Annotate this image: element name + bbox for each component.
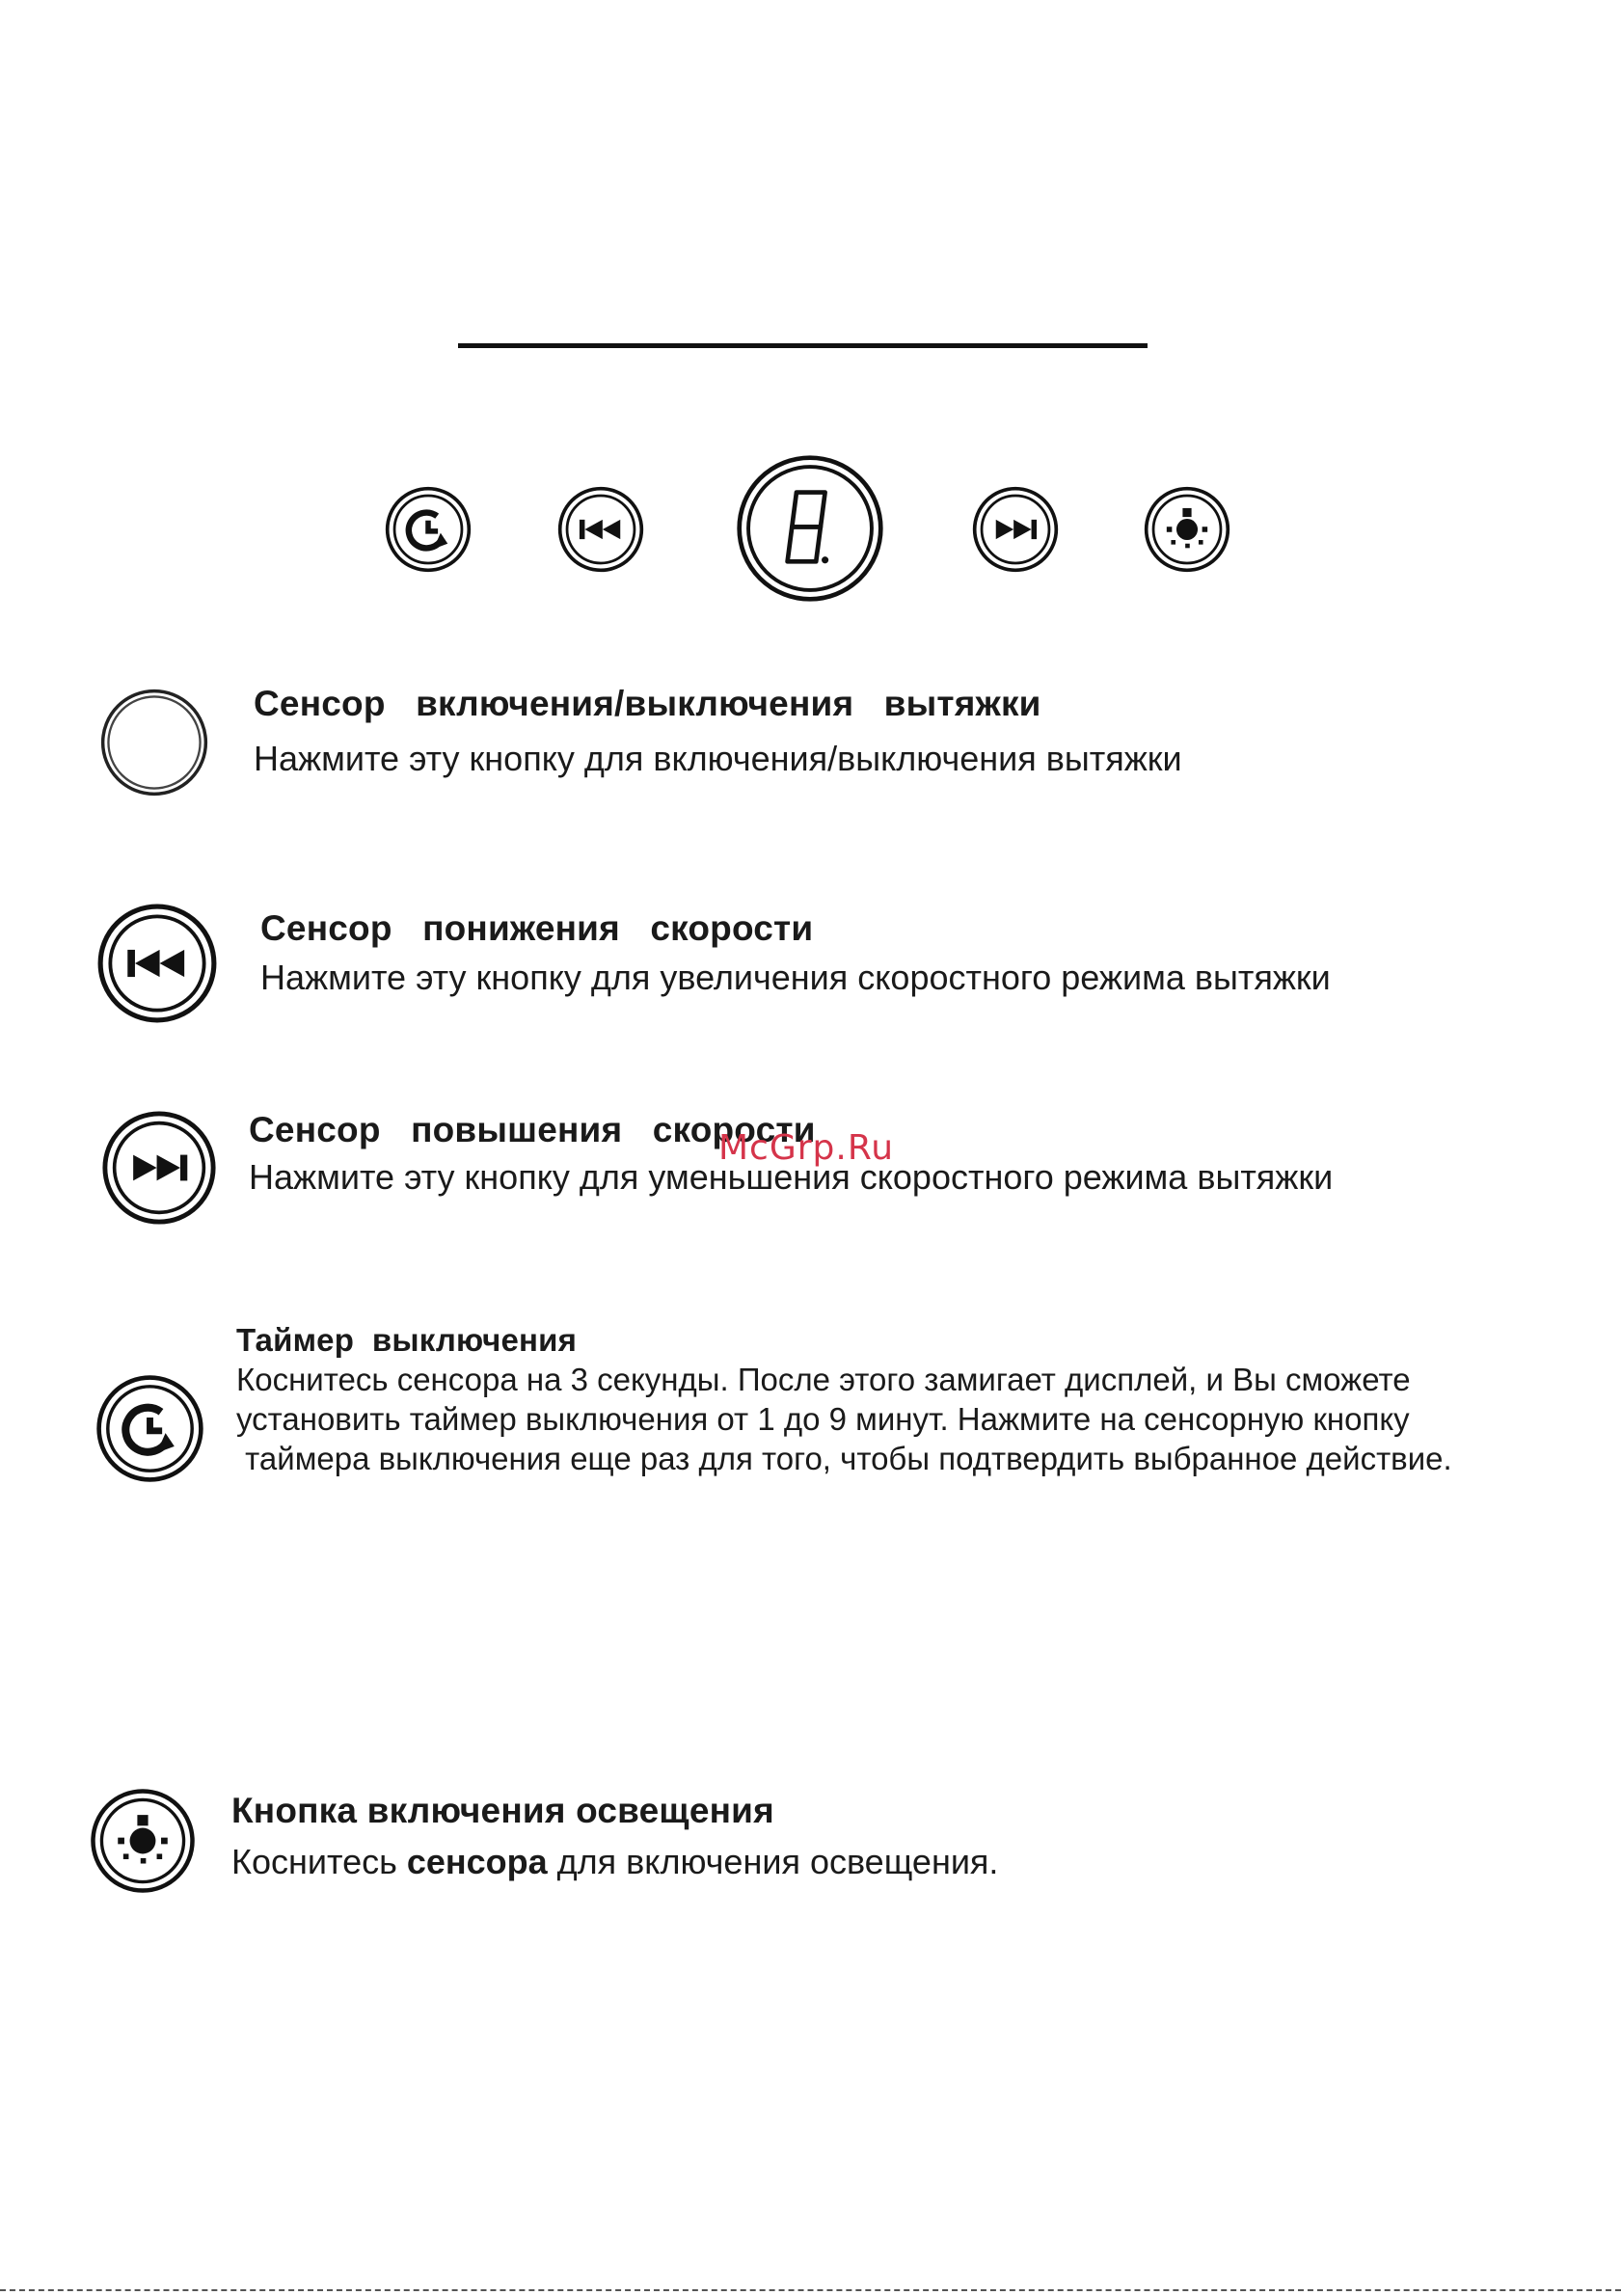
fast-forward-icon [971,485,1060,574]
section-title: Кнопка включения освещения [231,1791,774,1830]
timer-clock-icon[interactable] [95,1373,205,1484]
section-description: Нажмите эту кнопку для включения/выключения вытяжки [254,739,1182,778]
rewind-icon [556,485,645,574]
lamp-icon [1143,485,1231,574]
watermark: McGrp.Ru [718,1128,895,1168]
section-title: Сенсор понижения скорости [260,908,814,948]
panel-light-button[interactable] [1143,485,1231,574]
timer-clock-icon [384,485,473,574]
title-rule [458,343,1148,348]
panel-speed-up-button[interactable] [971,485,1060,574]
seven-segment-display-icon [735,453,885,604]
description-text: Коснитесь [231,1842,407,1881]
panel-speed-down-button[interactable] [556,485,645,574]
description-bold-text: сенсора [406,1842,548,1881]
rewind-icon[interactable] [95,902,219,1025]
fast-forward-icon[interactable] [100,1109,218,1227]
section-title: Сенсор включения/выключения вытяжки [254,684,1041,723]
power-ring-icon[interactable] [98,687,210,798]
page-bottom-edge [0,2289,1621,2293]
section-description-line: таймера выключения еще раз для того, чтобы подтвердить выбранное действие. [236,1441,1452,1476]
lamp-icon[interactable] [89,1787,197,1895]
description-text: для включения освещения. [547,1842,999,1881]
section-description-line: установить таймер выключения от 1 до 9 минут. Нажмите на сенсорную кнопку [236,1401,1410,1437]
section-description-line: Коснитесь сенсора на 3 секунды. После этого замигает дисплей, и Вы сможете [236,1362,1411,1397]
section-title: Сенсор повышения скорости [249,1110,816,1149]
panel-timer-button[interactable] [384,485,473,574]
section-description: Нажмите эту кнопку для уменьшения скоростного режима вытяжки [249,1157,1334,1197]
panel-display [735,453,885,604]
section-description [231,1840,998,1884]
section-description: Нажмите эту кнопку для увеличения скоростного режима вытяжки [260,958,1331,997]
section-title: Таймер выключения [236,1322,578,1358]
